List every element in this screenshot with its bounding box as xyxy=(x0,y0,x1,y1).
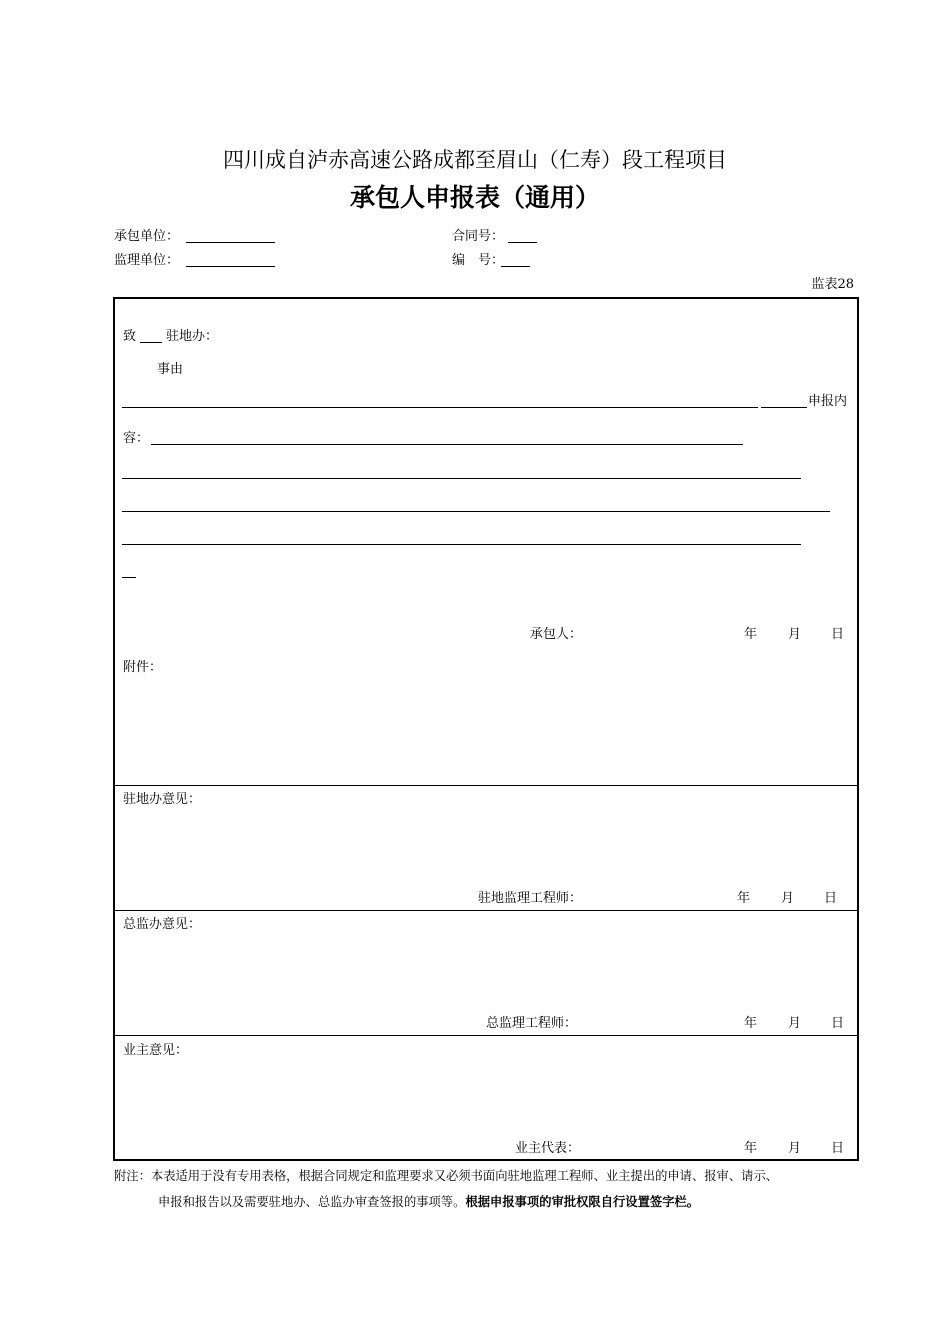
contract-no-field[interactable] xyxy=(508,242,537,243)
date-month: 月 xyxy=(788,627,802,642)
date-month: 月 xyxy=(788,1141,802,1156)
reason-field[interactable] xyxy=(122,407,758,408)
contractor-unit-field[interactable] xyxy=(186,242,275,243)
row-divider xyxy=(113,910,859,911)
date-year: 年 xyxy=(737,891,751,906)
project-title: 四川成自泸赤高速公路成都至眉山（仁寿）段工程项目 xyxy=(223,148,727,172)
chief-opinion-label: 总监办意见： xyxy=(123,917,202,932)
form-code: 监表28 xyxy=(811,277,854,292)
chief-engineer-sign-label: 总监理工程师： xyxy=(486,1016,578,1031)
to-suffix: 驻地办： xyxy=(166,329,219,344)
supervision-unit-label: 监理单位： xyxy=(114,253,180,268)
content-line[interactable] xyxy=(151,444,743,445)
content-line[interactable] xyxy=(122,478,801,479)
footnote-line1: 附注：本表适用于没有专用表格，根据合同规定和监理要求又必须书面向驻地监理工程师、业主提出的申请、报审、请示、 xyxy=(114,1169,779,1183)
footnote-line2-text: 申报和报告以及需要驻地办、总监办审查签报的事项等。 xyxy=(158,1195,466,1209)
date-month: 月 xyxy=(788,1016,802,1031)
date-year: 年 xyxy=(744,1141,758,1156)
footnote-line2 xyxy=(158,1194,699,1210)
serial-no-label: 编 号： xyxy=(452,253,505,268)
date-month: 月 xyxy=(781,891,795,906)
contractor-sign-label: 承包人： xyxy=(530,627,583,642)
attachment-label: 附件： xyxy=(123,660,163,675)
reason-field-end[interactable] xyxy=(761,407,807,408)
row-divider xyxy=(113,1035,859,1036)
date-day: 日 xyxy=(831,1016,845,1031)
resident-opinion-label: 驻地办意见： xyxy=(123,792,202,807)
content-line[interactable] xyxy=(122,511,830,512)
date-day: 日 xyxy=(831,627,845,642)
contract-no-label: 合同号： xyxy=(452,229,505,244)
supervision-unit-field[interactable] xyxy=(186,266,275,267)
row-divider xyxy=(113,785,859,786)
owner-rep-sign-label: 业主代表： xyxy=(515,1141,581,1156)
footnote-line2-bold: 根据申报事项的审批权限自行设置签字栏。 xyxy=(465,1195,700,1209)
content-label-tail: 申报内 xyxy=(808,394,848,409)
owner-opinion-label: 业主意见： xyxy=(123,1043,189,1058)
content-line[interactable] xyxy=(122,577,136,578)
reason-label: 事由 xyxy=(157,362,184,377)
resident-office-field[interactable] xyxy=(140,342,162,343)
form-title: 承包人申报表（通用） xyxy=(349,183,600,212)
content-label: 容： xyxy=(123,431,150,446)
serial-no-field[interactable] xyxy=(501,266,530,267)
to-prefix: 致 xyxy=(123,329,137,344)
date-year: 年 xyxy=(744,1016,758,1031)
contractor-unit-label: 承包单位： xyxy=(114,229,180,244)
date-day: 日 xyxy=(831,1141,845,1156)
date-year: 年 xyxy=(744,627,758,642)
resident-engineer-sign-label: 驻地监理工程师： xyxy=(478,891,583,906)
content-line[interactable] xyxy=(122,544,801,545)
date-day: 日 xyxy=(824,891,838,906)
